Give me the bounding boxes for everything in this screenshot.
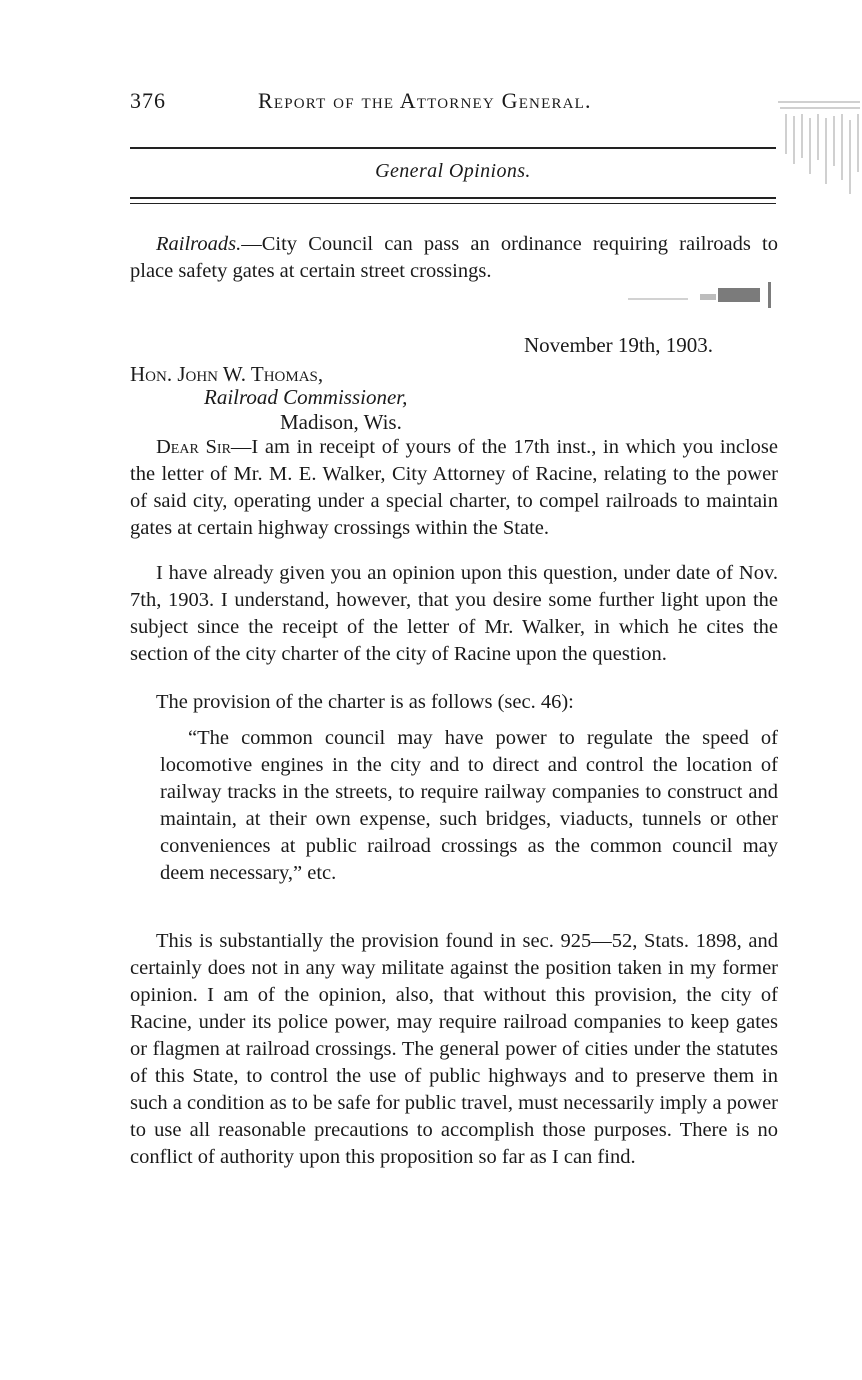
- running-head: Report of the Attorney General.: [258, 88, 592, 113]
- section-title: General Opinions.: [375, 160, 531, 182]
- charter-quotation: “The common council may have power to regulate the speed of locomotive engines in the city and to direct and control the location of railway tracks in the streets, to require railway companies to construct and maintain, at their own expense, such bridges, viaducts, tunnels or other conveniences at public railroad crossings as the common council may deem necessary,” etc.: [160, 727, 778, 884]
- letter-paragraph-3: The provision of the charter is as follows (sec. 46):: [156, 691, 574, 713]
- paragraph-1-text: —I am in receipt of yours of the 17th inst., in which you inclose the letter of Mr. M. E. Walker, City Attorney of Racine, relating to the power of said city, operating under a special charter, to compel railroads to maintain gates at certain highway crossings within the State.: [130, 436, 778, 539]
- header-rule-bottom-2: [130, 203, 776, 204]
- letter-paragraph-2: I have already given you an opinion upon this question, under date of Nov. 7th, 1903. I understand, however, that you desire some further light upon the subject since the receipt of the letter of Mr. Walker, in which he cites the section of the city charter of the city of Racine upon the question.: [130, 562, 778, 665]
- syllabus-subject: Railroads.: [156, 233, 242, 255]
- header-rule-top: [130, 147, 776, 149]
- header-rule-bottom: [130, 197, 776, 199]
- bleed-through-mark: [776, 94, 862, 214]
- addressee-location: Madison, Wis.: [280, 410, 402, 434]
- letter-date: November 19th, 1903.: [524, 333, 713, 357]
- letter-paragraph-1: [130, 434, 778, 542]
- addressee-name: Hon. John W. Thomas,: [130, 362, 324, 386]
- salutation: Dear Sir: [156, 436, 231, 458]
- syllabus: [130, 231, 778, 285]
- addressee-title: Railroad Commissioner,: [204, 385, 408, 409]
- syllabus-text: —City Council can pass an ordinance requiring railroads to place safety gates at certain street crossings.: [130, 233, 778, 282]
- page-number: 376: [130, 88, 166, 113]
- letter-paragraph-4: This is substantially the provision found in sec. 925—52, Stats. 1898, and certainly does not in any way militate against the position taken in my former opinion. I am of the opinion, also, that without this provision, the city of Racine, under its police power, may require railroad companies to keep gates or flagmen at railroad crossings. The general power of cities under the statutes of this State, to control the use of public highways and to preserve them in such a condition as to be safe for public travel, must necessarily imply a power to use all reasonable precautions to accomplish those purposes. There is no conflict of authority upon this proposition so far as I can find.: [130, 930, 778, 1168]
